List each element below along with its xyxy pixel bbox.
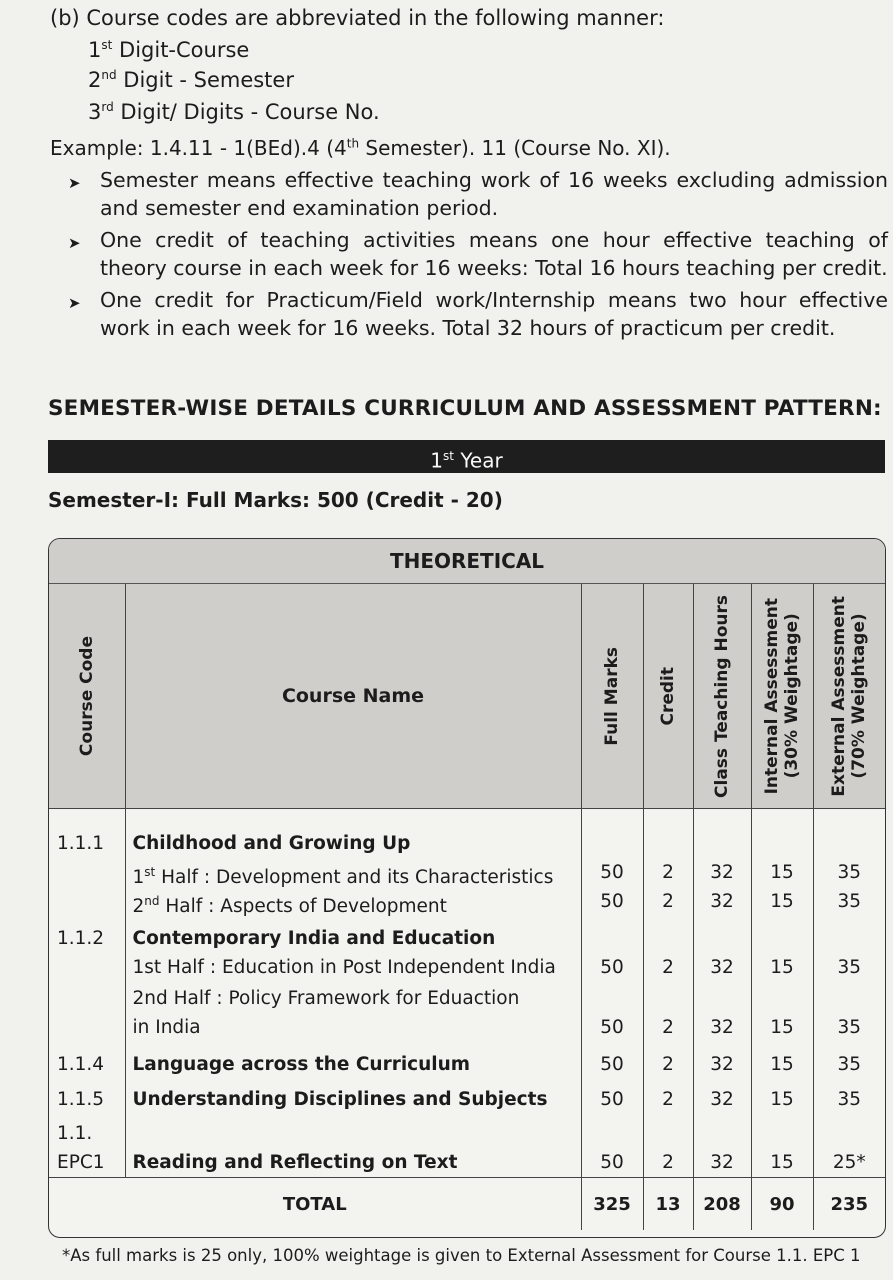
full-marks-header: Full Marks [581, 584, 643, 809]
total-row [49, 1178, 885, 1231]
bullet-item: ➤ One credit for Practicum/Field work/Internship means two hour effective work in each week for 16 weeks. Total 32 hours of practicum per credit. [68, 288, 888, 340]
abbreviation-line-2: 2nd Digit - Semester [88, 68, 294, 92]
credit-header: Credit [643, 584, 693, 809]
arrow-bullet-icon: ➤ [68, 234, 81, 252]
total-label: TOTAL [49, 1178, 581, 1231]
section-heading: SEMESTER-WISE DETAILS CURRICULUM AND ASSESSMENT PATTERN: [48, 396, 882, 421]
bullet-item: ➤ Semester means effective teaching work of 16 weeks excluding admission and semester end examination period. [68, 168, 888, 220]
course-half: 1st Half : Development and its Characteristics [132, 865, 554, 889]
arrow-bullet-icon: ➤ [68, 174, 81, 192]
course-code-column: 1.1.1 1.1.2 1.1.4 1.1.5 1.1. EPC1 [49, 809, 125, 1178]
bullet-item: ➤ One credit of teaching activities means one hour effective teaching of theory course in each week for 16 weeks: Total 16 hours teaching per credit. [68, 228, 888, 280]
course-half-continued: in India [132, 1017, 201, 1038]
course-half: 1st Half : Education in Post Independent India [132, 957, 556, 978]
course-name-column [125, 809, 581, 1178]
abbreviation-line-3: 3rd Digit/ Digits - Course No. [88, 100, 380, 124]
course-half: 2nd Half : Policy Framework for Eduaction [132, 988, 520, 1009]
theoretical-header: THEORETICAL [49, 539, 885, 584]
curriculum-table [48, 538, 886, 1238]
teaching-hours-header: Class Teaching Hours [693, 584, 751, 809]
course-half: 2nd Half : Aspects of Development [132, 894, 447, 918]
abbreviation-title: (b) Course codes are abbreviated in the following manner: [50, 6, 665, 30]
year-banner: 1st Year [48, 440, 885, 473]
abbreviation-line-1: 1st Digit-Course [88, 38, 250, 62]
total-external: 235 [813, 1178, 885, 1231]
internal-assessment-header: Internal Assessment (30% Weightage) [751, 584, 813, 809]
external-assessment-column: 35 35 35 35 35 35 25* [832, 862, 866, 1173]
example-line: Example: 1.4.11 - 1(BEd).4 (4th Semester). 11 (Course No. XI). [50, 136, 671, 160]
semester-title: Semester-I: Full Marks: 500 (Credit - 20) [48, 488, 503, 512]
course-title: Language across the Curriculum [132, 1054, 471, 1075]
total-credit: 13 [643, 1178, 693, 1231]
course-title: Contemporary India and Education [132, 928, 496, 949]
credit-column: 2 2 2 2 2 2 2 [643, 809, 693, 1178]
footnote: *As full marks is 25 only, 100% weightage is given to External Assessment for Course 1.1. EPC 1 [62, 1246, 861, 1265]
internal-assessment-column: 15 15 15 15 15 15 15 [751, 809, 813, 1178]
arrow-bullet-icon: ➤ [68, 294, 81, 312]
course-code-header: Course Code [49, 584, 125, 809]
course-title: Reading and Reflecting on Text [132, 1152, 458, 1173]
bullet-list [68, 166, 888, 346]
external-assessment-header: External Assessment (70% Weightage) [813, 584, 885, 809]
teaching-hours-column: 32 32 32 32 32 32 32 [693, 809, 751, 1178]
table-body [49, 809, 885, 1178]
total-hours: 208 [693, 1178, 751, 1231]
full-marks-column: 50 50 50 50 50 50 50 [581, 809, 643, 1178]
total-full-marks: 325 [581, 1178, 643, 1231]
course-title: Understanding Disciplines and Subjects [132, 1089, 548, 1110]
course-name-header: Course Name [125, 584, 581, 809]
course-title: Childhood and Growing Up [132, 833, 411, 854]
total-internal: 90 [751, 1178, 813, 1231]
